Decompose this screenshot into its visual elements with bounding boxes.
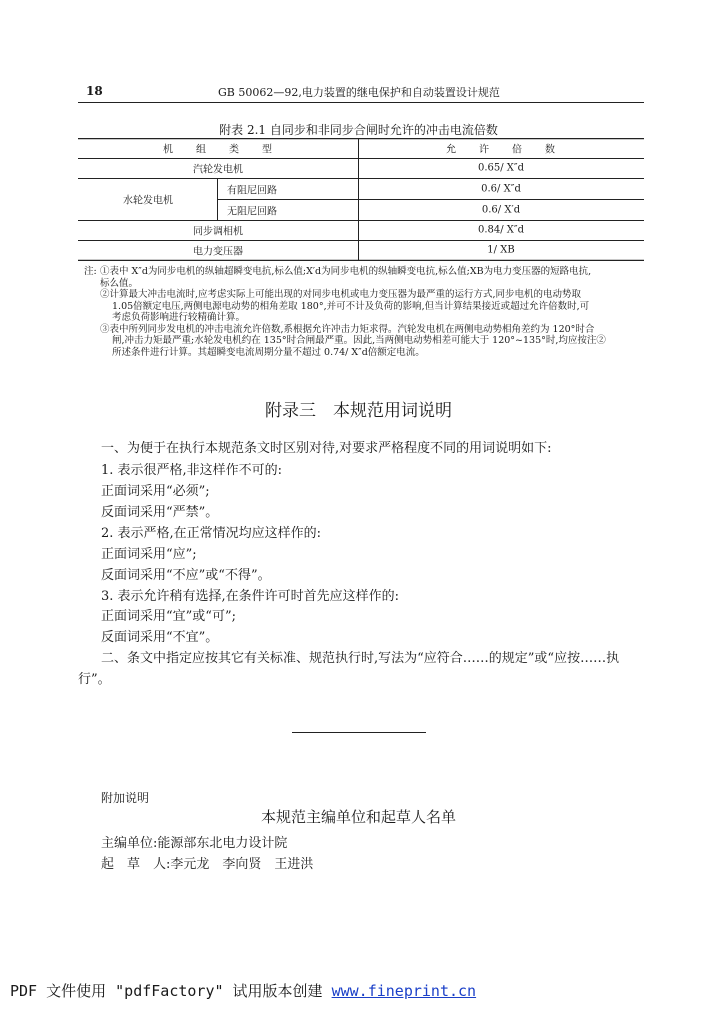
paragraph: 正面词采用“宜”或“可”; — [101, 609, 236, 624]
paragraph: 反面词采用“不宜”。 — [101, 630, 219, 645]
cell-multiple-damped: 0.6/ X″d — [481, 183, 521, 195]
credits-title: 本规范主编单位和起草人名单 — [260, 808, 456, 826]
cell-multiple-turbo: 0.65/ X″d — [477, 162, 525, 174]
note-line: 标么值。 — [100, 277, 139, 289]
note-line: 1.05倍额定电压,两侧电源电动势的相角差取 180°,并可不计及负荷的影响,但当计算结果接近或超过允许倍数时,可 — [112, 300, 590, 312]
appendix-title: 附录三 本规范用词说明 — [265, 401, 452, 421]
table-notes — [84, 266, 644, 358]
note-line: 闸,冲击力矩最严重;水轮发电机约在 135°时合闸最严重。因此,当两侧电动势相差可能大于 120°~135°时,均应按注② — [112, 335, 606, 346]
cell-type-condenser: 同步调相机 — [193, 226, 243, 238]
footer-link[interactable]: www.fineprint.cn — [331, 982, 477, 1000]
cell-sub-damped: 有阻尼回路 — [227, 185, 277, 197]
note-line: 所述条件进行计算。其超瞬变电流周期分量不超过 0.74/ X″d倍额定电流。 — [112, 346, 425, 358]
note-line: 考虑负荷影响进行较精确计算。 — [112, 312, 246, 323]
footer-text: PDF 文件使用 "pdfFactory" 试用版本创建 — [10, 982, 332, 1000]
cell-type-turbo: 汽轮发电机 — [193, 164, 243, 176]
paragraph: 一、为便于在执行本规范条文时区别对待,对要求严格程度不同的用词说明如下: — [101, 441, 552, 456]
col-header-type: 机 组 类 型 — [163, 144, 273, 156]
col-header-multiple: 允 许 倍 数 — [446, 144, 556, 156]
paragraph: 二、条文中指定应按其它有关标准、规范执行时,写法为“应符合……的规定”或“应按……执 — [101, 651, 620, 666]
paragraph: 3. 表示允许稍有选择,在条件许可时首先应这样作的: — [101, 589, 400, 604]
paragraph: 1. 表示很严格,非这样作不可的: — [101, 463, 283, 478]
editor-unit: 主编单位:能源部东北电力设计院 — [101, 836, 288, 851]
additional-label: 附加说明 — [101, 791, 150, 805]
cell-multiple-undamped: 0.6/ X′d — [481, 204, 521, 216]
header-rule — [78, 102, 644, 103]
cell-sub-undamped: 无阻尼回路 — [227, 206, 277, 218]
allowed-current-table — [78, 138, 644, 261]
paragraph: 正面词采用“必须”; — [101, 484, 210, 499]
drafters: 起 草 人:李元龙 李向贤 王进洪 — [101, 857, 314, 872]
note-line: ①表中 X″d为同步电机的纵轴超瞬变电抗,标么值;X′d为同步电机的纵轴瞬变电抗,标么值;XB为电力变压器的短路电抗, — [100, 266, 592, 277]
section-separator — [292, 732, 426, 733]
note-line: ③表中所列同步发电机的冲击电流允许倍数,系根据允许冲击力矩求得。汽轮发电机在两侧电动势相角差约为 120°时合 — [100, 323, 595, 335]
paragraph: 正面词采用“应”; — [101, 547, 197, 562]
cell-type-transformer: 电力变压器 — [193, 246, 243, 258]
table-title: 附表 2.1 自同步和非同步合闸时允许的冲击电流倍数 — [219, 123, 498, 137]
cell-multiple-condenser: 0.84/ X″d — [477, 224, 525, 236]
notes-label: 注: — [84, 266, 97, 277]
running-title: GB 50062—92,电力装置的继电保护和自动装置设计规范 — [218, 86, 500, 99]
page-number: 18 — [86, 84, 103, 98]
cell-type-hydro: 水轮发电机 — [123, 195, 173, 207]
cell-multiple-transformer: 1/ XB — [487, 244, 515, 256]
note-line: ②计算最大冲击电流时,应考虑实际上可能出现的对同步电机或电力变压器为最严重的运行方式,同步电机的电动势取 — [100, 289, 582, 300]
paragraph: 2. 表示严格,在正常情况均应这样作的: — [101, 526, 322, 541]
paragraph: 反面词采用“严禁”。 — [101, 505, 219, 520]
paragraph: 反面词采用“不应”或“不得”。 — [101, 568, 271, 583]
paragraph: 行”。 — [78, 672, 111, 687]
pdf-footer — [10, 980, 476, 1001]
